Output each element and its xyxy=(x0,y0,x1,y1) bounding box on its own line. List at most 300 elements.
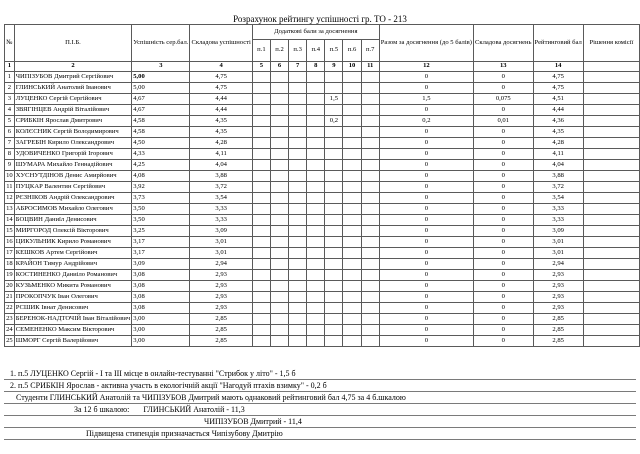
achievement-component: 0,01 xyxy=(473,116,533,127)
bonus-p4 xyxy=(307,270,325,281)
bonus-p4 xyxy=(307,226,325,237)
bonus-p2 xyxy=(270,94,288,105)
table-row xyxy=(5,325,640,336)
bonus-p1 xyxy=(252,325,270,336)
row-number: 8 xyxy=(5,149,15,160)
table-row xyxy=(5,259,640,270)
notes-block xyxy=(4,368,636,440)
bonus-p1 xyxy=(252,281,270,292)
bonus-total: 0 xyxy=(379,204,473,215)
bonus-p5 xyxy=(325,270,343,281)
header-row xyxy=(5,25,640,40)
bonus-p4 xyxy=(307,160,325,171)
average-grade: 3,17 xyxy=(132,237,190,248)
bonus-p3 xyxy=(289,314,307,325)
bonus-p4 xyxy=(307,127,325,138)
bonus-p2 xyxy=(270,303,288,314)
bonus-p7 xyxy=(361,314,379,325)
bonus-p6 xyxy=(343,237,361,248)
commission-decision xyxy=(583,193,639,204)
commission-decision xyxy=(583,248,639,259)
bonus-p7 xyxy=(361,149,379,160)
row-number: 13 xyxy=(5,204,15,215)
header-p7: п.7 xyxy=(361,40,379,62)
row-number: 15 xyxy=(5,226,15,237)
bonus-p1 xyxy=(252,94,270,105)
grade-component: 2,93 xyxy=(190,292,252,303)
commission-decision xyxy=(583,171,639,182)
bonus-p1 xyxy=(252,292,270,303)
bonus-p6 xyxy=(343,160,361,171)
table-row xyxy=(5,193,640,204)
bonus-p7 xyxy=(361,226,379,237)
bonus-p1 xyxy=(252,193,270,204)
bonus-p6 xyxy=(343,94,361,105)
bonus-p1 xyxy=(252,237,270,248)
achievement-component: 0 xyxy=(473,171,533,182)
bonus-p5 xyxy=(325,314,343,325)
achievement-component: 0 xyxy=(473,160,533,171)
achievement-component: 0 xyxy=(473,193,533,204)
bonus-p4 xyxy=(307,336,325,347)
bonus-p2 xyxy=(270,259,288,270)
bonus-p7 xyxy=(361,83,379,94)
bonus-p5 xyxy=(325,138,343,149)
bonus-p6 xyxy=(343,193,361,204)
bonus-p7 xyxy=(361,270,379,281)
grade-component: 3,33 xyxy=(190,215,252,226)
sheet-title: Розрахунок рейтингу успішності гр. ТО - 213 xyxy=(233,14,407,24)
bonus-p6 xyxy=(343,281,361,292)
col-number: 12 xyxy=(379,62,473,72)
average-grade: 4,08 xyxy=(132,171,190,182)
bonus-p4 xyxy=(307,138,325,149)
bonus-p6 xyxy=(343,215,361,226)
bonus-p5 xyxy=(325,259,343,270)
average-grade: 5,00 xyxy=(132,72,190,83)
bonus-p6 xyxy=(343,226,361,237)
achievement-component: 0,075 xyxy=(473,94,533,105)
row-number: 9 xyxy=(5,160,15,171)
note-row xyxy=(4,380,636,392)
bonus-total: 0 xyxy=(379,182,473,193)
table-row xyxy=(5,83,640,94)
achievement-component: 0 xyxy=(473,138,533,149)
col-number: 5 xyxy=(252,62,270,72)
bonus-p5 xyxy=(325,204,343,215)
achievement-component: 0 xyxy=(473,149,533,160)
header-p4: п.4 xyxy=(307,40,325,62)
bonus-p6 xyxy=(343,314,361,325)
bonus-p2 xyxy=(270,72,288,83)
bonus-p2 xyxy=(270,248,288,259)
column-number-row xyxy=(5,62,640,72)
bonus-p3 xyxy=(289,259,307,270)
student-name: ЗВЯГІНЦЕВ Андрій Віталійович xyxy=(14,105,132,116)
bonus-p3 xyxy=(289,105,307,116)
bonus-p4 xyxy=(307,281,325,292)
row-number: 14 xyxy=(5,215,15,226)
rating-score: 2,93 xyxy=(533,281,583,292)
bonus-total: 0 xyxy=(379,281,473,292)
grade-component: 2,94 xyxy=(190,259,252,270)
bonus-p5 xyxy=(325,127,343,138)
rating-score: 4,51 xyxy=(533,94,583,105)
bonus-p1 xyxy=(252,215,270,226)
col-number: 7 xyxy=(289,62,307,72)
bonus-p6 xyxy=(343,336,361,347)
grade-component: 3,01 xyxy=(190,248,252,259)
bonus-p4 xyxy=(307,303,325,314)
bonus-p2 xyxy=(270,149,288,160)
bonus-total: 1,5 xyxy=(379,94,473,105)
header-total: Разом за досягнення (до 5 балів) xyxy=(379,25,473,62)
table-row xyxy=(5,281,640,292)
bonus-p6 xyxy=(343,325,361,336)
rating-score: 2,94 xyxy=(533,259,583,270)
bonus-p3 xyxy=(289,292,307,303)
average-grade: 3,00 xyxy=(132,314,190,325)
grade-component: 3,54 xyxy=(190,193,252,204)
table-row xyxy=(5,138,640,149)
student-name: КОСТИНЕНКО Даниіло Романович xyxy=(14,270,132,281)
bonus-p1 xyxy=(252,171,270,182)
table-row xyxy=(5,303,640,314)
bonus-p5 xyxy=(325,226,343,237)
achievement-component: 0 xyxy=(473,325,533,336)
col-number: 1 xyxy=(5,62,15,72)
commission-decision xyxy=(583,336,639,347)
commission-decision xyxy=(583,94,639,105)
table-row xyxy=(5,182,640,193)
col-number: 10 xyxy=(343,62,361,72)
bonus-p6 xyxy=(343,138,361,149)
bonus-p1 xyxy=(252,127,270,138)
bonus-total: 0 xyxy=(379,105,473,116)
student-name: БОЦВИН Даниїл Денисович xyxy=(14,215,132,226)
bonus-p3 xyxy=(289,149,307,160)
bonus-p4 xyxy=(307,248,325,259)
note-4-value: ГЛИНСЬКИЙ Анатолій - 11,3 xyxy=(143,405,245,414)
rating-score: 4,44 xyxy=(533,105,583,116)
bonus-p3 xyxy=(289,303,307,314)
col-number: 3 xyxy=(132,62,190,72)
bonus-p5 xyxy=(325,105,343,116)
col-number-empty xyxy=(583,62,639,72)
student-name: СРИБКІН Ярослав Дмитрович xyxy=(14,116,132,127)
table-row xyxy=(5,94,640,105)
commission-decision xyxy=(583,127,639,138)
commission-decision xyxy=(583,215,639,226)
bonus-p2 xyxy=(270,281,288,292)
row-number: 5 xyxy=(5,116,15,127)
bonus-p2 xyxy=(270,325,288,336)
header-p5: п.5 xyxy=(325,40,343,62)
commission-decision xyxy=(583,138,639,149)
grade-component: 3,01 xyxy=(190,237,252,248)
average-grade: 3,09 xyxy=(132,259,190,270)
student-name: АБРОСИМОВ Михайло Олегович xyxy=(14,204,132,215)
average-grade: 3,08 xyxy=(132,281,190,292)
row-number: 21 xyxy=(5,292,15,303)
note-row xyxy=(4,392,636,404)
bonus-p4 xyxy=(307,292,325,303)
achievement-component: 0 xyxy=(473,182,533,193)
bonus-p7 xyxy=(361,138,379,149)
bonus-p4 xyxy=(307,204,325,215)
rating-score: 2,93 xyxy=(533,303,583,314)
achievement-component: 0 xyxy=(473,237,533,248)
achievement-component: 0 xyxy=(473,281,533,292)
rating-score: 4,04 xyxy=(533,160,583,171)
bonus-p7 xyxy=(361,171,379,182)
bonus-p5 xyxy=(325,303,343,314)
student-name: ЦИКУЛЬНИК Кирило Романович xyxy=(14,237,132,248)
table-row xyxy=(5,149,640,160)
row-number: 19 xyxy=(5,270,15,281)
bonus-p6 xyxy=(343,171,361,182)
bonus-p5 xyxy=(325,281,343,292)
bonus-p5 xyxy=(325,193,343,204)
bonus-p3 xyxy=(289,127,307,138)
bonus-p3 xyxy=(289,160,307,171)
bonus-p6 xyxy=(343,116,361,127)
row-number: 16 xyxy=(5,237,15,248)
rating-score: 4,75 xyxy=(533,83,583,94)
bonus-p7 xyxy=(361,303,379,314)
table-row xyxy=(5,226,640,237)
col-number: 6 xyxy=(270,62,288,72)
average-grade: 3,17 xyxy=(132,248,190,259)
bonus-p6 xyxy=(343,72,361,83)
row-number: 1 xyxy=(5,72,15,83)
student-name: КОЛЄСНИК Сергій Володимирович xyxy=(14,127,132,138)
table-row xyxy=(5,127,640,138)
bonus-p6 xyxy=(343,182,361,193)
bonus-total: 0 xyxy=(379,303,473,314)
col-number: 2 xyxy=(14,62,132,72)
row-number: 18 xyxy=(5,259,15,270)
grade-component: 4,75 xyxy=(190,83,252,94)
bonus-total: 0,2 xyxy=(379,116,473,127)
average-grade: 4,67 xyxy=(132,105,190,116)
header-p6: п.6 xyxy=(343,40,361,62)
bonus-p5 xyxy=(325,160,343,171)
rating-score: 4,75 xyxy=(533,72,583,83)
table-row xyxy=(5,72,640,83)
achievement-component: 0 xyxy=(473,83,533,94)
achievement-component: 0 xyxy=(473,226,533,237)
grade-component: 4,35 xyxy=(190,127,252,138)
header-p2: п.2 xyxy=(270,40,288,62)
bonus-total: 0 xyxy=(379,215,473,226)
grade-component: 3,09 xyxy=(190,226,252,237)
bonus-p4 xyxy=(307,182,325,193)
table-row xyxy=(5,105,640,116)
row-number: 6 xyxy=(5,127,15,138)
bonus-p3 xyxy=(289,204,307,215)
col-number: 9 xyxy=(325,62,343,72)
bonus-p2 xyxy=(270,83,288,94)
note-3: Студенти ГЛИНСЬКИЙ Анатолій та ЧИПІЗУБОВ Дмитрий мають однаковий рейтинговий бал 4,75 за 4 б.шкалою xyxy=(16,393,406,402)
student-name: СЕМЕНЕНКО Максим Вікторович xyxy=(14,325,132,336)
row-number: 25 xyxy=(5,336,15,347)
bonus-p2 xyxy=(270,314,288,325)
header-bonus: Додаткові бали за досягнення xyxy=(252,25,379,40)
rating-score: 3,88 xyxy=(533,171,583,182)
grade-component: 2,85 xyxy=(190,325,252,336)
average-grade: 3,08 xyxy=(132,270,190,281)
rating-score: 3,33 xyxy=(533,215,583,226)
bonus-total: 0 xyxy=(379,72,473,83)
bonus-p1 xyxy=(252,226,270,237)
bonus-total: 0 xyxy=(379,171,473,182)
grade-component: 2,85 xyxy=(190,314,252,325)
row-number: 24 xyxy=(5,325,15,336)
commission-decision xyxy=(583,292,639,303)
average-grade: 3,08 xyxy=(132,292,190,303)
bonus-total: 0 xyxy=(379,193,473,204)
bonus-p7 xyxy=(361,94,379,105)
bonus-p1 xyxy=(252,182,270,193)
commission-decision xyxy=(583,83,639,94)
bonus-p3 xyxy=(289,248,307,259)
bonus-total: 0 xyxy=(379,160,473,171)
student-name: ЗАГРЕБІН Кирило Олександрович xyxy=(14,138,132,149)
student-name: МИРГОРОД Олексій Вікторович xyxy=(14,226,132,237)
bonus-p1 xyxy=(252,149,270,160)
bonus-total: 0 xyxy=(379,237,473,248)
bonus-p5 xyxy=(325,83,343,94)
average-grade: 3,08 xyxy=(132,303,190,314)
table-row xyxy=(5,204,640,215)
bonus-p2 xyxy=(270,160,288,171)
student-name: КРАЙОН Тимур Андрійович xyxy=(14,259,132,270)
bonus-p7 xyxy=(361,105,379,116)
bonus-p2 xyxy=(270,182,288,193)
note-2: 2. п.5 СРИБКІН Ярослав - активна участь в екологічній акції "Нагодуй птахів взимку" - 0,2 б xyxy=(10,381,327,390)
bonus-p4 xyxy=(307,314,325,325)
student-name: БЕРЕНОК-НАДТОЧІЙ Іван Віталійович xyxy=(14,314,132,325)
commission-decision xyxy=(583,149,639,160)
col-number: 11 xyxy=(361,62,379,72)
average-grade: 4,33 xyxy=(132,149,190,160)
bonus-p2 xyxy=(270,127,288,138)
bonus-p3 xyxy=(289,83,307,94)
average-grade: 3,50 xyxy=(132,204,190,215)
note-row xyxy=(4,428,636,440)
achievement-component: 0 xyxy=(473,292,533,303)
bonus-total: 0 xyxy=(379,149,473,160)
grade-component: 4,35 xyxy=(190,116,252,127)
commission-decision xyxy=(583,72,639,83)
average-grade: 3,00 xyxy=(132,325,190,336)
table-row xyxy=(5,314,640,325)
row-number: 10 xyxy=(5,171,15,182)
commission-decision xyxy=(583,237,639,248)
col-number: 4 xyxy=(190,62,252,72)
bonus-p6 xyxy=(343,248,361,259)
bonus-p3 xyxy=(289,336,307,347)
bonus-p2 xyxy=(270,105,288,116)
bonus-p2 xyxy=(270,237,288,248)
commission-decision xyxy=(583,182,639,193)
commission-decision xyxy=(583,303,639,314)
bonus-p2 xyxy=(270,336,288,347)
achievement-component: 0 xyxy=(473,303,533,314)
bonus-total: 0 xyxy=(379,226,473,237)
bonus-p5 xyxy=(325,149,343,160)
table-row xyxy=(5,171,640,182)
bonus-p4 xyxy=(307,215,325,226)
student-name: РЄЗНІКОВ Андрій Олександрович xyxy=(14,193,132,204)
bonus-p7 xyxy=(361,204,379,215)
bonus-p2 xyxy=(270,116,288,127)
bonus-p2 xyxy=(270,138,288,149)
bonus-p7 xyxy=(361,248,379,259)
average-grade: 3,50 xyxy=(132,215,190,226)
bonus-p7 xyxy=(361,193,379,204)
bonus-total: 0 xyxy=(379,292,473,303)
bonus-p2 xyxy=(270,215,288,226)
rating-score: 2,85 xyxy=(533,314,583,325)
bonus-p2 xyxy=(270,270,288,281)
student-name: ШМОРГ Сергій Валерійович xyxy=(14,336,132,347)
grade-component: 2,93 xyxy=(190,303,252,314)
header-p3: п.3 xyxy=(289,40,307,62)
bonus-p4 xyxy=(307,83,325,94)
bonus-p1 xyxy=(252,116,270,127)
bonus-p4 xyxy=(307,237,325,248)
note-row xyxy=(4,416,636,428)
table-row xyxy=(5,160,640,171)
grade-component: 2,93 xyxy=(190,281,252,292)
bonus-p2 xyxy=(270,204,288,215)
bonus-p6 xyxy=(343,204,361,215)
bonus-p2 xyxy=(270,292,288,303)
bonus-p1 xyxy=(252,259,270,270)
average-grade: 4,58 xyxy=(132,116,190,127)
rating-score: 2,85 xyxy=(533,336,583,347)
rating-score: 3,01 xyxy=(533,248,583,259)
grade-component: 4,04 xyxy=(190,160,252,171)
average-grade: 4,25 xyxy=(132,160,190,171)
header-decision: Рішення комісії xyxy=(583,25,639,62)
bonus-p7 xyxy=(361,259,379,270)
average-grade: 4,67 xyxy=(132,94,190,105)
bonus-p5 xyxy=(325,237,343,248)
achievement-component: 0 xyxy=(473,259,533,270)
bonus-p1 xyxy=(252,83,270,94)
bonus-p3 xyxy=(289,270,307,281)
student-name: РСШИК Івнат Денисович xyxy=(14,303,132,314)
bonus-p7 xyxy=(361,160,379,171)
rating-score: 3,54 xyxy=(533,193,583,204)
grade-component: 2,93 xyxy=(190,270,252,281)
bonus-p2 xyxy=(270,193,288,204)
rating-score: 2,93 xyxy=(533,270,583,281)
table-row xyxy=(5,336,640,347)
bonus-total: 0 xyxy=(379,336,473,347)
grade-component: 4,44 xyxy=(190,94,252,105)
student-name: ШУМАРА Михайло Геннадійович xyxy=(14,160,132,171)
bonus-p7 xyxy=(361,72,379,83)
bonus-p7 xyxy=(361,116,379,127)
header-no: № xyxy=(5,25,15,62)
bonus-p4 xyxy=(307,171,325,182)
table-row xyxy=(5,215,640,226)
achievement-component: 0 xyxy=(473,248,533,259)
